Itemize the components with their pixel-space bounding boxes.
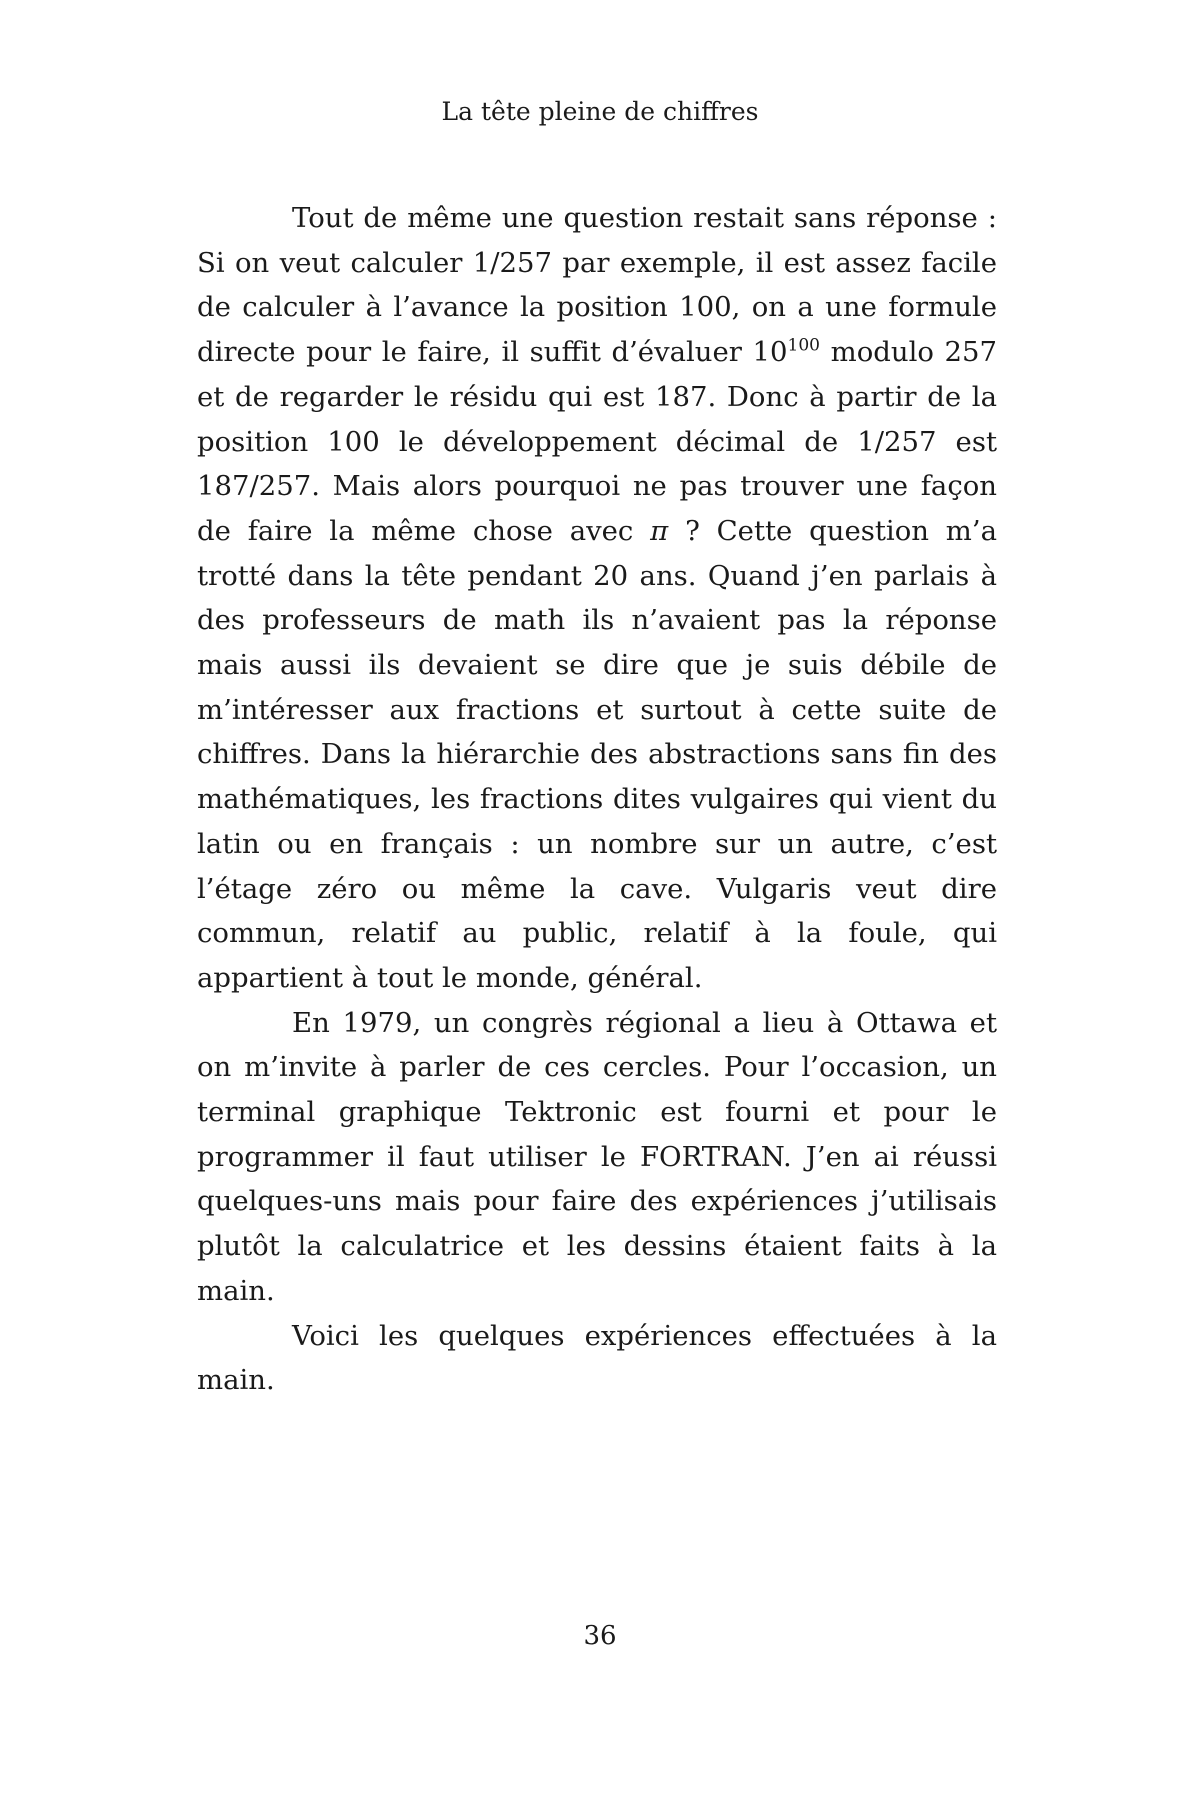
page-number: 36: [583, 1621, 617, 1651]
paragraph-text: modulo 257 et de regarder le résidu qui est 187. Donc à partir de la position 100 le développement décimal de 1/257 est 187/257. Mais alors pourquoi ne pas trouver une façon de faire la même chose avec: [197, 336, 997, 547]
pi-symbol: π: [650, 514, 669, 547]
paragraph-text: ? Cette question m’a trotté dans la tête pendant 20 ans. Quand j’en parlais à des professeurs de math ils n’avaient pas la réponse mais aussi ils devaient se dire que je suis débile de m’intéresser aux fractions et surtout à cette suite de chiffres. Dans la hiérarchie des abstractions sans fin des mathématiques, les fractions dites vulgaires qui vient du latin ou en français : un nombre sur un autre, c’est l’étage zéro ou même la cave. Vulgaris veut dire commun, relatif au public, relatif à la foule, qui appartient à tout le monde, général.: [197, 514, 998, 994]
running-header: La tête pleine de chiffres: [441, 97, 759, 126]
exponent: 100: [787, 335, 821, 356]
paragraph-experiences: Voici les quelques expériences effectuées à la main.: [197, 1319, 997, 1397]
paragraph-text: Tout de même une question restait sans réponse : Si on veut calculer 1/257 par exemple, il est assez facile de calculer à l’avance la position 100, on a une formule directe pour le faire, il suffit d’évaluer 10: [197, 202, 997, 369]
paragraph-congress: En 1979, un congrès régional a lieu à Ottawa et on m’invite à parler de ces cercles. Pour l’occasion, un terminal graphique Tektronic est fourni et pour le programmer il faut utiliser le FORTRAN. J’en ai réussi quelques-uns mais pour faire des expériences j’utilisais plutôt la calculatrice et les dessins étaient faits à la main.: [197, 1006, 997, 1307]
body-text: [197, 196, 997, 1403]
paragraph-question: [197, 196, 997, 1001]
